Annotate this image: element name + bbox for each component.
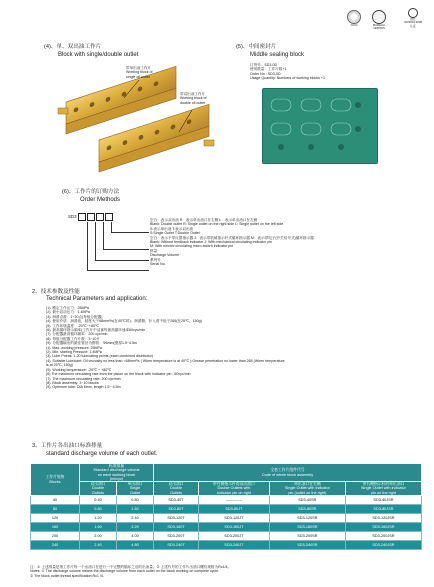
order-desc: 空白：表示双出油 R：表示单出油口在右侧 L：表示单出油口在左侧 Blank: Double outlet R: Single outlet on the right side L: Single outlet on the left side S:表示单出油 T:表示双出油 S:Single Outlet T:Double Outlet 空白：表示不带反馈指示器 J：表示带机械指示杆式循环指示器 M：表示带电子(开关信号式)循环指示器 Blank: Without feedback indicator J: With mechanical circulating indicator pin M: With electric circulating micro-switch indicator pin 排量 Discharge Volume 系列号 Serial No.: [150, 218, 314, 267]
bureau-veritas-logo: BUREAU VERITAS: [367, 10, 391, 31]
table-row: 40 0.40 0.80 SD3-40T ------------- SD3-40SR SD3-40JSR: [31, 496, 422, 505]
th-code-double: 双出油口 Double Outlets: [154, 482, 199, 496]
order-code: SD3: [68, 213, 114, 221]
code-box: [96, 213, 104, 221]
iso-logo: 德仕 ISO9001:2008 认证: [395, 8, 431, 28]
header-logos: [345, 10, 431, 36]
sec2-title: 2、技术参数及性能: [32, 289, 80, 295]
th-code-assembly: 全套工作片组件代号 Code of whole block assembly: [154, 464, 422, 482]
table-row: 240 2.40 4.80 SD3-240T SD3-240JT SD3-240SR SD3-240JSR: [31, 541, 422, 550]
sec3-subtitle: standard discharge volume of each outlet.: [46, 451, 158, 457]
th-std-single: 单出油口 Single Outlet: [117, 482, 154, 496]
th-code-single-indicator: 带右侧指示杆的单出油口 Single Outlet with indicator pin on the right: [345, 482, 421, 496]
callout-double-outlet: 带双出油工作片 Working block of double oil outlet: [180, 92, 207, 105]
code-box: [105, 213, 113, 221]
block-product-image: [44, 62, 224, 187]
sec3-title: 3、工作片各出油口标准排量: [32, 443, 103, 449]
sec6-subtitle: Order Methods: [80, 197, 121, 203]
sec4-title: (4)、单、双出油工作片: [44, 44, 102, 50]
sec2-subtitle: Technical Parameters and application:: [46, 296, 148, 302]
tech-params-list: (1). 额定工作压力：25MPa (2). 最小启动压力：1.4MPa (3). 润滑点数：1~20点(每组分配器) (4). 使用介质：润滑油，粘度大于68mm²/s(在40℃时)；润滑脂，针入度不低于265(在25℃，150g) (5). 工作环境温度：-20℃~+80℃ (6). 最高循环指示频率(工作片中活塞每最高循环速率60cyc/min (7). 分配器最高循环频率：200 cyc/min (8). 每组分配器工作片数：3~10片 (9). 分配器输出的最佳管径为钢管：Φ6mm(壁厚1.5~4.5m (1). Max. working pressure: 25MPa (2). Min. starting Pressure: 1.4MPa (3). Lube Points: 1-20 lubricating points (each combined distributor) (4). Suitable Lubricant: Oil viscosity no less than =68mm²/s ( When temperature is at 40℃ );Grease penetration no lower than 265 (When temperature is at 25℃, 150g) (5). Working temperature: -20℃ ~ +80℃ (6) The maximum circulating rate from the piston on the block with indicator pin : 60cyc/min (7). The maximum circulating rate: 200 cyc/min (8). Block assembly: 3~10 blocks (9). Optimum tube: DIA 6mm, length 1.5 ~4.5m: [46, 306, 285, 390]
discharge-table: [30, 463, 422, 550]
code-box: [78, 213, 86, 221]
sec5-info: 订货号：SD3-0D 使用数量：工作片数+1 Order No.: SD3-0D Usage Quantity: Numbers of working blocks +1: [250, 63, 326, 81]
th-code-single-right: 单出油口在右侧 Single Outlet with indicator pin (outlet on the right): [269, 482, 345, 496]
table-row: 80 0.80 1.60 SD3-80T SD3-80JT SD3-80SR SD3-80JSR: [31, 505, 422, 514]
table-notes: 注：① 上述排量是指工作片每一个出油口在进行一个完整的循环之后的出油量。② 上述代号的工作片出油口螺纹规格为Rc1/4。 Notes: ① The discharge volume means the discharge volume from each outlet on the block working on complete cycle. ② The block outlet thread specification:Rc1 /4.: [30, 565, 232, 578]
th-standard-volume: 标准排量 Standard discharge volume on each working block (ml/cyc): [80, 464, 154, 482]
table-row: 200 2.00 4.00 SD3-200T SD3-200JT SD3-200SR SD3-200JSR: [31, 532, 422, 541]
callout-single-outlet: 带单出油工作片 Working block of single oil outlet: [126, 66, 153, 79]
sec5-title: (5)、中间密封片: [236, 44, 277, 50]
sec4-subtitle: Block with single/double outlet: [58, 52, 139, 58]
sealing-block-image: [262, 88, 378, 164]
sec5-subtitle: Middle sealing block: [250, 52, 305, 58]
ccci-logo: CCCI: [345, 10, 363, 27]
th-code-double-indicator: 带在侧指示杆的双出油口 Double Outlets with indicator pin on right: [199, 482, 270, 496]
table-row: 160 1.60 3.20 SD3-160T SD3-160JT SD3-160SR SD3-160JSR: [31, 523, 422, 532]
th-std-double: 双出油口 Double Outlets: [80, 482, 117, 496]
sec6-title: (6)、工作片的订购方法: [62, 189, 120, 195]
code-box: [87, 213, 95, 221]
th-blocks: 工作片规格 Blocks: [31, 464, 80, 496]
table-row: 120 1.20 2.40 SD3-120T SD3-120JT SD3-120SR SD3-120JSR: [31, 514, 422, 523]
